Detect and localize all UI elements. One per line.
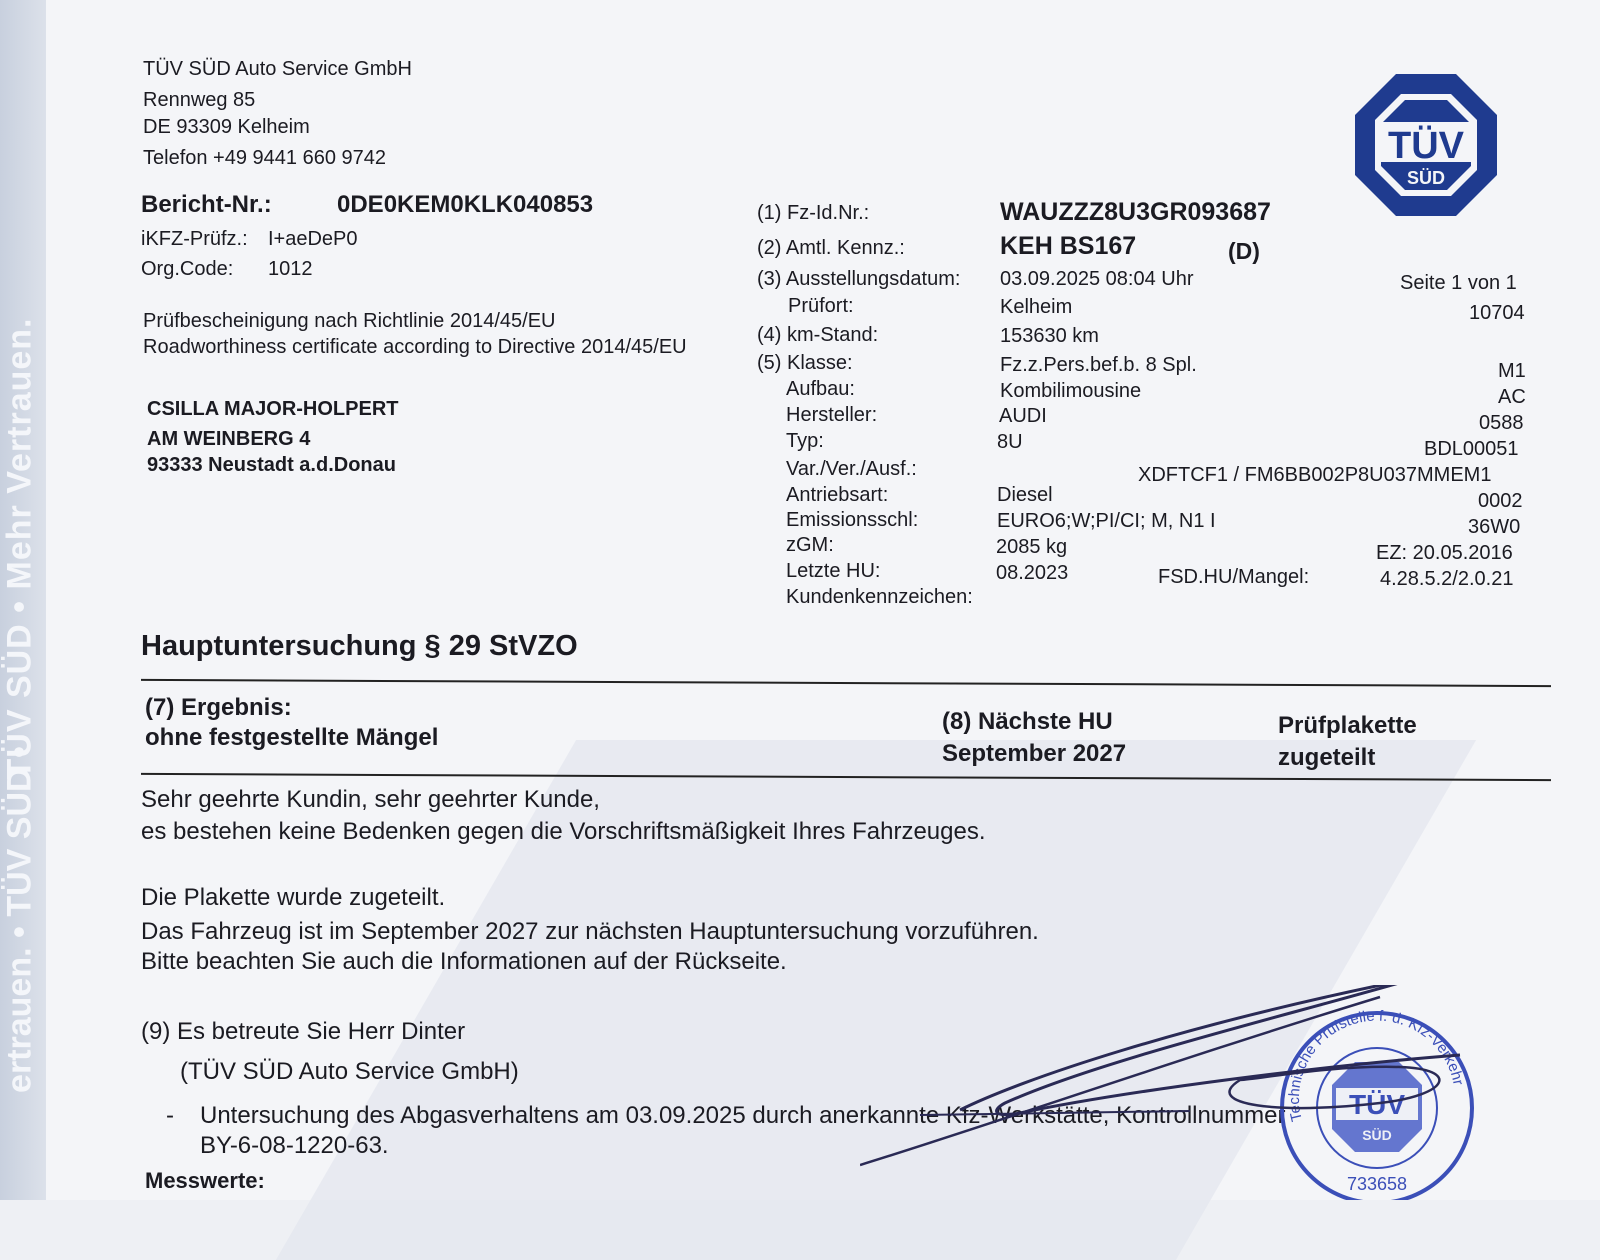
left-brand-band	[0, 0, 46, 1200]
weight-value: 2085 kg	[996, 536, 1068, 558]
km-value: 153630 km	[1000, 325, 1099, 347]
customer-name: CSILLA MAJOR-HOLPERT	[147, 398, 399, 420]
inspector-org: (TÜV SÜD Auto Service GmbH)	[180, 1058, 519, 1085]
ikfz-value: I+aeDeP0	[268, 228, 358, 250]
logo-top-text: TÜV	[1388, 125, 1464, 167]
band-slogan-upper: TÜV SÜD • Mehr Vertrauen.	[0, 317, 39, 780]
fsd-value: 4.28.5.2/2.0.21	[1380, 568, 1514, 590]
body-label: Aufbau:	[786, 378, 855, 400]
vin-value: WAUZZZ8U3GR093687	[1000, 198, 1271, 226]
stamp-bottom-text: SÜD	[1362, 1127, 1392, 1143]
inspection-title: Hauptuntersuchung § 29 StVZO	[141, 630, 578, 662]
variant-label: Var./Ver./Ausf.:	[786, 458, 917, 480]
variant-value: XDFTCF1 / FM6BB002P8U037MMEM1	[1138, 464, 1492, 486]
issue-date-label: (3) Ausstellungsdatum:	[757, 268, 961, 290]
next-hu-label: (8) Nächste HU	[942, 708, 1113, 735]
class-code: M1	[1498, 360, 1526, 382]
km-label: (4) km-Stand:	[757, 324, 879, 346]
body-value: Kombilimousine	[1000, 380, 1142, 402]
page-indicator: Seite 1 von 1	[1400, 272, 1517, 294]
control-number: BY-6-08-1220-63.	[200, 1132, 389, 1159]
maker-code: 0588	[1479, 412, 1524, 434]
type-code: BDL00051	[1424, 438, 1519, 460]
result-label: (7) Ergebnis:	[145, 694, 292, 721]
inspector-line: (9) Es betreute Sie Herr Dinter	[141, 1018, 466, 1045]
class-label: (5) Klasse:	[757, 352, 853, 374]
last-hu-label: Letzte HU:	[786, 560, 881, 582]
maker-label: Hersteller:	[786, 404, 878, 426]
letter-line-2: Die Plakette wurde zugeteilt.	[141, 884, 446, 911]
plate-label: (2) Amtl. Kennz.:	[757, 237, 905, 259]
weight-label: zGM:	[786, 534, 834, 556]
emission-label: Emissionsschl:	[786, 509, 919, 531]
certificate-en: Roadworthiness certificate according to Directive 2014/45/EU	[143, 336, 687, 358]
emission-value: EURO6;W;PI/CI; M, N1 I	[997, 510, 1216, 532]
stamp-number: 733658	[1346, 1174, 1408, 1194]
company-phone: Telefon +49 9441 660 9742	[143, 147, 386, 169]
org-code-label: Org.Code:	[141, 258, 234, 280]
bullet-mark: -	[166, 1102, 174, 1129]
test-place-code: 10704	[1469, 302, 1525, 324]
org-code-value: 1012	[268, 258, 313, 280]
report-number: 0DE0KEM0KLK040853	[337, 191, 594, 218]
emission-test-line: Untersuchung des Abgasverhaltens am 03.09.2025 durch anerkannte Kfz-Werkstätte, Kontrollnummer	[200, 1102, 1286, 1129]
customer-street: AM WEINBERG 4	[147, 428, 311, 450]
drive-label: Antriebsart:	[786, 484, 889, 506]
company-name: TÜV SÜD Auto Service GmbH	[143, 58, 412, 80]
report-number-label: Bericht-Nr.:	[141, 191, 272, 218]
letter-line-3: Das Fahrzeug ist im September 2027 zur nächsten Hauptuntersuchung vorzuführen.	[141, 918, 1039, 945]
logo-bottom-text: SÜD	[1406, 168, 1446, 188]
letter-line-1: es bestehen keine Bedenken gegen die Vorschriftsmäßigkeit Ihres Fahrzeuges.	[141, 818, 986, 845]
test-place-label: Prüfort:	[788, 295, 854, 317]
signature-icon	[860, 985, 1500, 1185]
type-label: Typ:	[786, 430, 824, 452]
customer-city: 93333 Neustadt a.d.Donau	[147, 454, 396, 476]
plate-value: KEH BS167	[1000, 232, 1137, 260]
drive-value: Diesel	[997, 484, 1053, 506]
stamp-top-text: TÜV	[1349, 1089, 1405, 1120]
issue-date-value: 03.09.2025 08:04 Uhr	[1000, 268, 1194, 290]
type-value: 8U	[997, 431, 1023, 453]
first-registration: EZ: 20.05.2016	[1376, 542, 1513, 564]
letter-line-4: Bitte beachten Sie auch die Informationen auf der Rückseite.	[141, 948, 787, 975]
sticker-label: Prüfplakette	[1278, 712, 1417, 739]
next-hu-value: September 2027	[942, 740, 1127, 767]
last-hu-value: 08.2023	[996, 562, 1069, 584]
customer-plate-label: Kundenkennzeichen:	[786, 586, 973, 608]
drive-code: 0002	[1478, 490, 1523, 512]
company-street: Rennweg 85	[143, 89, 256, 111]
maker-value: AUDI	[999, 405, 1047, 427]
measured-values-label: Messwerte:	[145, 1168, 265, 1193]
certificate-de: Prüfbescheinigung nach Richtlinie 2014/45/EU	[143, 310, 556, 332]
ikfz-label: iKFZ-Prüfz.:	[141, 228, 248, 250]
class-value: Fz.z.Pers.bef.b. 8 Spl.	[1000, 354, 1197, 376]
tuv-sud-logo-icon	[1353, 72, 1499, 218]
emission-code: 36W0	[1468, 516, 1521, 538]
band-slogan-lower: ertrauen. • TÜV SÜD •	[0, 746, 39, 1093]
body-code: AC	[1498, 386, 1526, 408]
fsd-label: FSD.HU/Mangel:	[1158, 566, 1310, 588]
result-value: ohne festgestellte Mängel	[145, 724, 439, 751]
sticker-value: zugeteilt	[1278, 744, 1376, 771]
plate-country: (D)	[1228, 238, 1260, 264]
vin-label: (1) Fz-Id.Nr.:	[757, 202, 870, 224]
company-city: DE 93309 Kelheim	[143, 116, 310, 138]
test-place-value: Kelheim	[1000, 296, 1073, 318]
letter-greeting: Sehr geehrte Kundin, sehr geehrter Kunde,	[141, 786, 600, 813]
stamp-ring-text: Technische Prüfstelle f. d. Kfz-Verkehr	[1285, 1007, 1467, 1124]
